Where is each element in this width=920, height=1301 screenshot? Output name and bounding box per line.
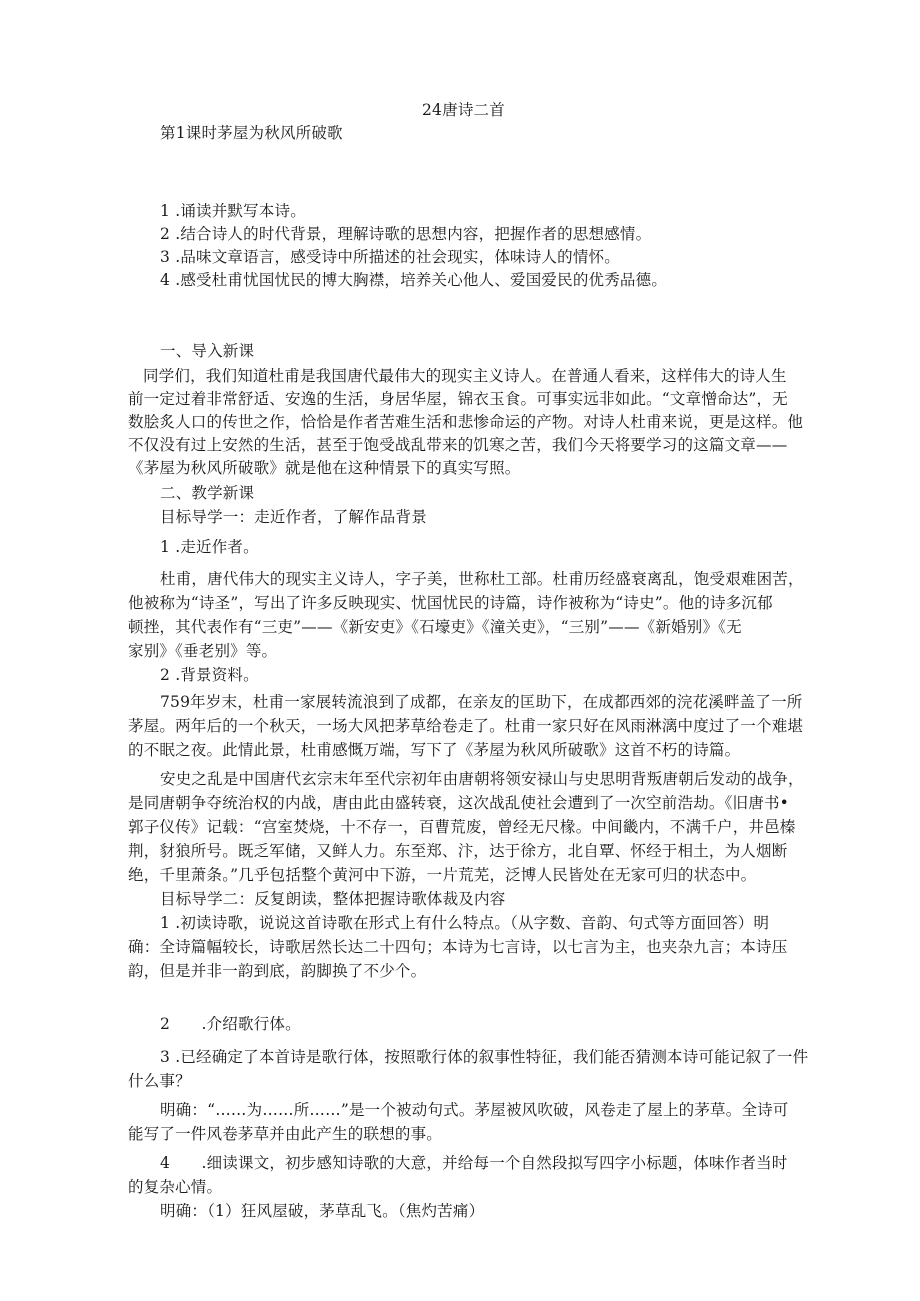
page-title: 24唐诗二首: [422, 101, 505, 119]
paragraph-line: 的不眠之夜。此情此景，杜甫感慨万端，写下了《茅屋为秋风所破歌》这首不朽的诗篇。: [128, 741, 741, 759]
paragraph-line: 4 .细读课文，初步感知诗歌的大意，并给每一个自然段拟写四字小标题，体味作者当时: [160, 1154, 788, 1172]
paragraph-line: 韵，但是并非一韵到底，韵脚换了不少个。: [128, 962, 427, 980]
paragraph-line: 杜甫，唐代伟大的现实主义诗人，字子美，世称杜工部。杜甫历经盛衰离乱，饱受艰难困苦，: [160, 570, 804, 588]
paragraph-line: 茅屋。两年后的一个秋天，一场大风把茅草给卷走了。杜甫一家只好在风雨淋漓中度过了一个难堪: [128, 717, 804, 735]
question-4-answer: 明确：（1）狂风屋破，茅草乱飞。（焦灼苦痛）: [160, 1202, 485, 1220]
paragraph-line: 前一定过着非常舒适、安逸的生活，身居华屋，锦衣玉食。可事实远非如此。“文章憎命达”，无: [128, 390, 788, 408]
objective-item: 2 .结合诗人的时代背景，理解诗歌的思想内容，把握作者的思想感情。: [160, 225, 652, 243]
paragraph-line: 同学们，我们知道杜甫是我国唐代最伟大的现实主义诗人。在普通人看来，这样伟大的诗人生: [143, 367, 787, 385]
paragraph-line: 是同唐朝争夺统治权的内战，唐由此由盛转衰，这次战乱使社会遭到了一次空前浩劫。《旧唐书•: [128, 794, 789, 812]
paragraph-line: 绝，千里萧条。”几乎包括整个黄河中下游，一片荒芜，泛博人民皆处在无家可归的状态中。: [128, 866, 757, 884]
goal-heading-1: 目标导学一：走近作者，了解作品背景: [160, 508, 427, 526]
paragraph-line: 顿挫，其代表作有“三吏”——《新安吏》《石壕吏》《潼关吏》，“三别”——《新婚别》《无: [128, 618, 742, 636]
paragraph-line: 3 .已经确定了本首诗是歌行体，按照歌行体的叙事性特征，我们能否猜测本诗可能记叙了一件: [160, 1048, 809, 1066]
objective-item: 1 .诵读并默写本诗。: [160, 202, 306, 220]
paragraph-line: 郭子仪传》记载：“宫室焚烧，十不存一，百曹荒废，曾经无尺椽。中间畿内，不满千户，井邑榛: [128, 818, 796, 836]
paragraph-line: 1 .初读诗歌，说说这首诗歌在形式上有什么特点。（从字数、音韵、句式等方面回答）明: [160, 914, 770, 932]
paragraph-line: 安史之乱是中国唐代玄宗末年至代宗初年由唐朝将领安禄山与史思明背叛唐朝后发动的战争，: [160, 770, 804, 788]
section-heading-teach: 二、教学新课: [160, 484, 255, 502]
paragraph-line: 不仅没有过上安然的生活，甚至于饱受战乱带来的饥寒之苦，我们今天将要学习的这篇文章——: [128, 436, 788, 454]
lesson-subtitle: 第1课时茅屋为秋风所破歌: [160, 124, 343, 142]
paragraph-line: 《茅屋为秋风所破歌》就是他在这种情景下的真实写照。: [128, 459, 521, 477]
paragraph-line: 确：全诗篇幅较长，诗歌居然长达二十四句；本诗为七言诗，以七言为主，也夹杂九言；本诗压: [128, 938, 788, 956]
item-heading-background: 2 .背景资料。: [160, 666, 259, 684]
objective-item: 4 .感受杜甫忧国忧民的博大胸襟，培养关心他人、爱国爱民的优秀品德。: [160, 271, 668, 289]
item-heading-author: 1 .走近作者。: [160, 538, 259, 556]
goal-heading-2: 目标导学二：反复朗读，整体把握诗歌体裁及内容: [160, 890, 506, 908]
paragraph-line: 他被称为“诗圣”，写出了许多反映现实、忧国忧民的诗篇，诗作被称为“诗史”。他的诗多沉郁: [128, 594, 773, 612]
paragraph-line: 759年岁末，杜甫一家展转流浪到了成都，在亲友的匡助下，在成都西郊的浣花溪畔盖了一所: [160, 693, 803, 711]
question-2: 2 .介绍歌行体。: [160, 1015, 301, 1033]
paragraph-line: 的复杂心情。: [128, 1178, 223, 1196]
paragraph-line: 数脍炙人口的传世之作，恰恰是作者苦难生活和悲惨命运的产物。对诗人杜甫来说，更是这样。他: [128, 413, 804, 431]
paragraph-line: 什么事？: [128, 1072, 191, 1090]
paragraph-line: 荆，豺狼所号。既乏军储，又鲜人力。东至郑、汴，达于徐方，北自覃、怀经于相土，为人烟断: [128, 842, 788, 860]
paragraph-line: 家别》《垂老别》等。: [128, 642, 278, 660]
objective-item: 3 .品味文章语言，感受诗中所描述的社会现实，体味诗人的情怀。: [160, 248, 620, 266]
paragraph-line: 能写了一件风卷茅草并由此产生的联想的事。: [128, 1125, 443, 1143]
paragraph-line: 明确：“……为……所……”是一个被动句式。茅屋被风吹破，风卷走了屋上的茅草。全诗可: [160, 1101, 789, 1119]
section-heading-intro: 一、导入新课: [160, 342, 255, 360]
